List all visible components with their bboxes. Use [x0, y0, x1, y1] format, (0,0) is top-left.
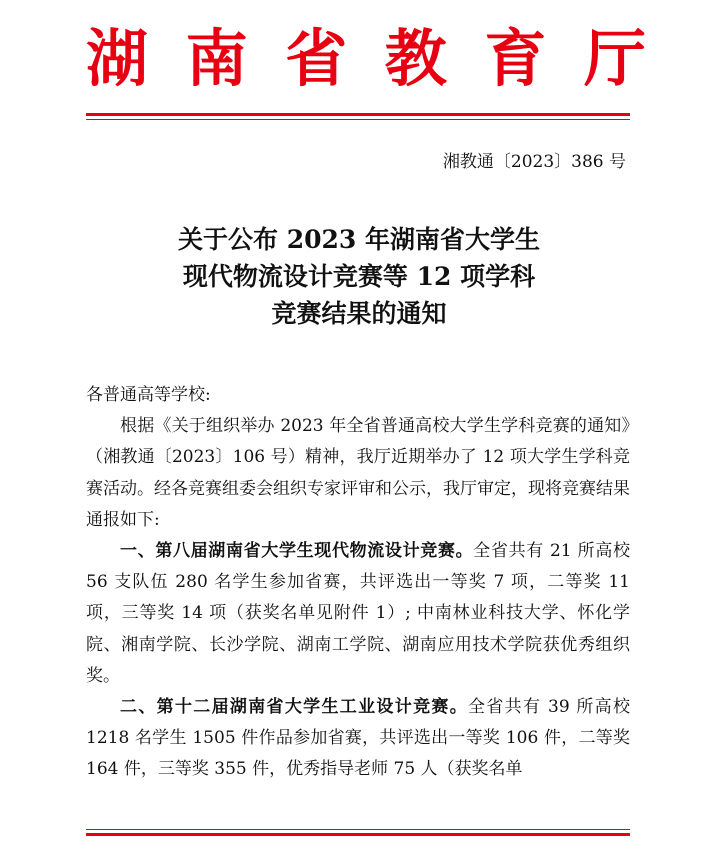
authority-char: 南 [185, 22, 248, 95]
authority-char: 厅 [583, 22, 646, 95]
footer-red-rule-thick [86, 833, 630, 836]
item1-text: 全省共有 21 所高校 56 支队伍 280 名学生参加省赛，共评选出一等奖 7 项，二等奖 11 项，三等奖 14 项（获奖名单见附件 1）; 中南林业科技大学、怀化学院、湘南学院、长沙学院、湖南工学院、湖南应用技术学院获优秀组织奖。 [86, 541, 630, 686]
document-number: 湘教通〔2023〕386 号 [442, 152, 626, 172]
authority-char: 省 [285, 22, 348, 95]
item2-heading: 二、第十二届湖南省大学生工业设计竞赛。 [120, 697, 469, 718]
issuing-authority-title [86, 22, 646, 96]
item2-paragraph [86, 692, 630, 786]
intro-paragraph: 根据《关于组织举办 2023 年全省普通高校大学生学科竞赛的通知》（湘教通〔2023〕106 号）精神，我厅近期举办了 12 项大学生学科竞赛活动。经各竞赛组委会组织专家评审和公示，我厅审定，现将竞赛结果通报如下: [86, 416, 630, 530]
header-red-rule-thin [86, 119, 630, 120]
authority-char: 育 [484, 22, 547, 95]
addressee: 各普通高等学校: [86, 385, 211, 405]
document-title-line: 关于公布 2023 年湖南省大学生 [178, 225, 540, 254]
document-body [86, 380, 630, 786]
item1-paragraph [86, 536, 630, 692]
document-title-line: 现代物流设计竞赛等 12 项学科 [182, 262, 536, 291]
header-red-rule-thick [86, 113, 630, 116]
authority-char: 湖 [86, 22, 149, 95]
item2-text: 全省共有 39 所高校 1218 名学生 1505 件作品参加省赛，共评选出一等奖 106 件，二等奖 164 件，三等奖 355 件，优秀指导老师 75 人（获奖名单 [86, 697, 630, 780]
item1-heading: 一、第八届湖南省大学生现代物流设计竞赛。 [120, 541, 474, 562]
document-title [0, 221, 718, 332]
footer-red-rule-thin [86, 829, 630, 830]
document-title-line: 竞赛结果的通知 [271, 299, 447, 328]
authority-char: 教 [384, 22, 447, 95]
